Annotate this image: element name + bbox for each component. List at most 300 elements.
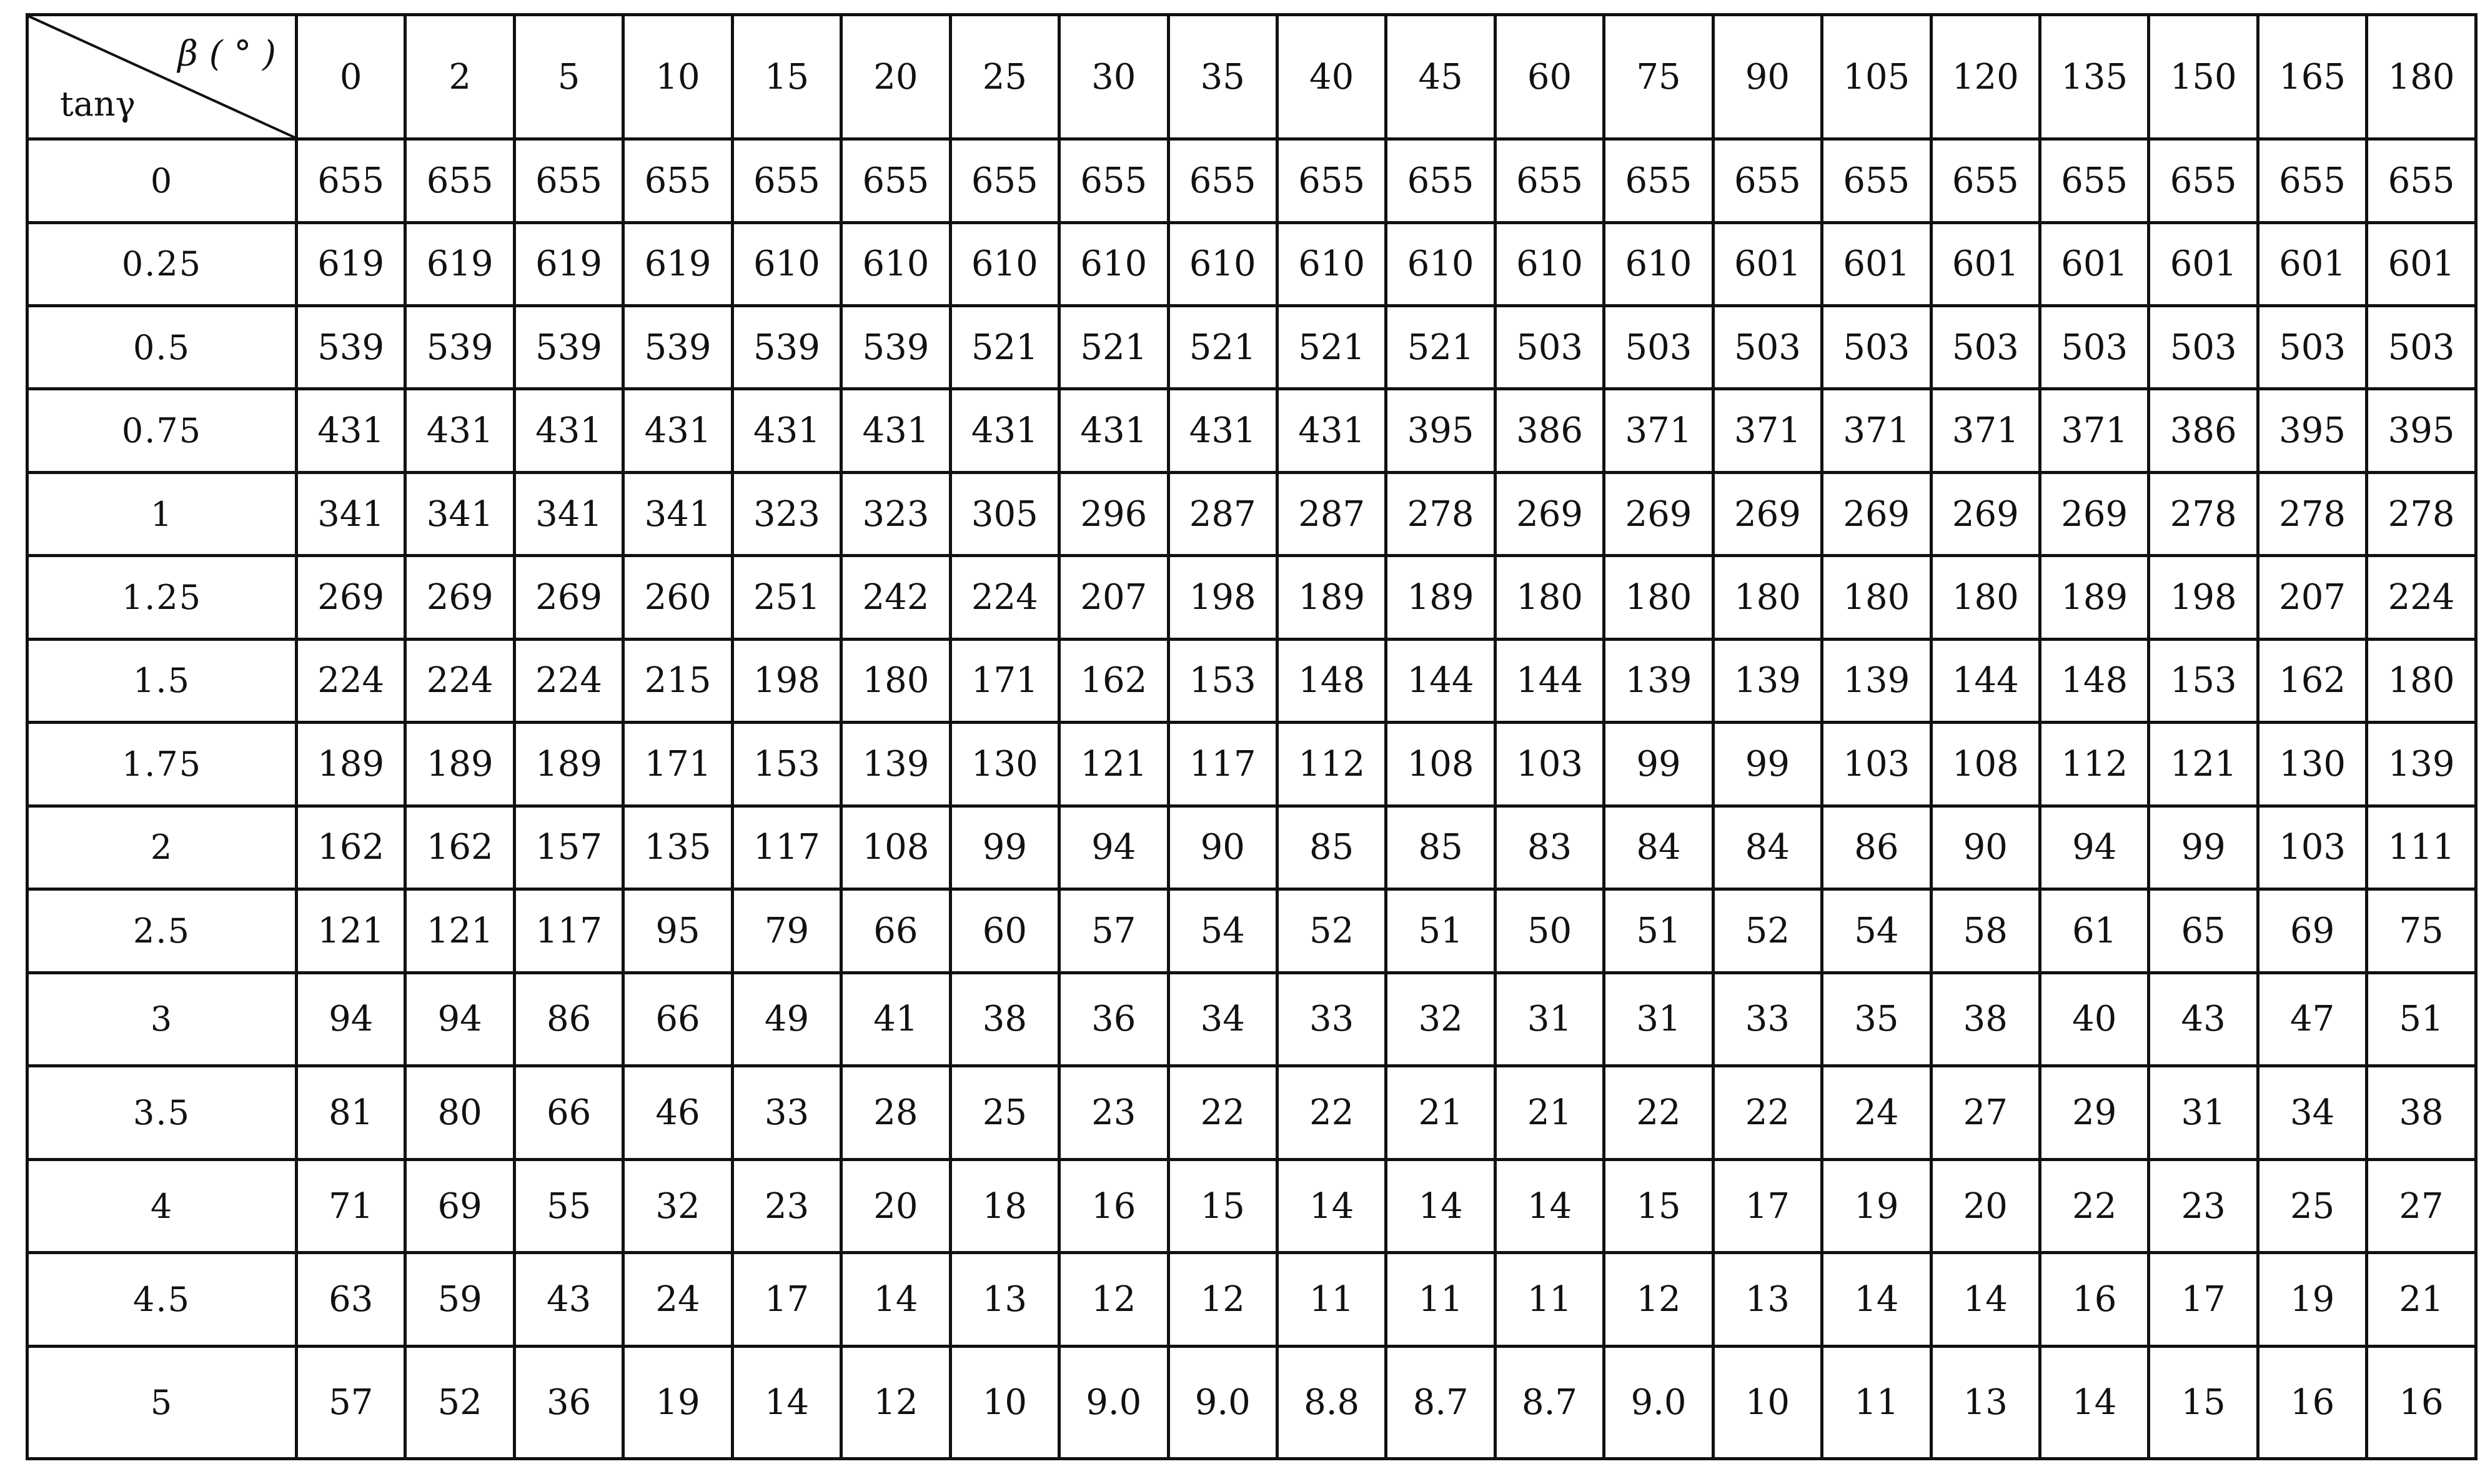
table-cell: 269 (1713, 472, 1822, 555)
table-cell: 33 (1713, 972, 1822, 1066)
table-cell: 153 (1168, 639, 1277, 722)
table-cell: 43 (514, 1253, 623, 1347)
table-cell: 139 (2367, 723, 2476, 806)
table-cell: 287 (1168, 472, 1277, 555)
table-cell: 9.0 (1604, 1346, 1713, 1458)
table-cell: 12 (841, 1346, 950, 1458)
table-cell: 601 (2367, 222, 2476, 305)
table-cell: 144 (1495, 639, 1604, 722)
table-cell: 341 (297, 472, 405, 555)
table-cell: 144 (1931, 639, 2040, 722)
tan-gamma-row-header: 5 (27, 1346, 297, 1458)
table-row (27, 889, 2476, 972)
table-cell: 38 (950, 972, 1059, 1066)
table-cell: 655 (514, 139, 623, 222)
tan-gamma-row-header: 0.5 (27, 306, 297, 389)
table-cell: 655 (2258, 139, 2366, 222)
table-cell: 27 (1931, 1066, 2040, 1160)
table-cell: 14 (1495, 1159, 1604, 1253)
beta-header-cell: 135 (2040, 15, 2149, 139)
table-cell: 51 (2367, 972, 2476, 1066)
table-cell: 610 (1604, 222, 1713, 305)
tan-gamma-row-header: 3 (27, 972, 297, 1066)
header-row (27, 15, 2476, 139)
tan-gamma-row-header: 1.5 (27, 639, 297, 722)
table-cell: 10 (950, 1346, 1059, 1458)
table-cell: 71 (297, 1159, 405, 1253)
table-cell: 162 (2258, 639, 2366, 722)
table-cell: 148 (2040, 639, 2149, 722)
table-cell: 189 (1277, 556, 1386, 639)
table-cell: 189 (1386, 556, 1495, 639)
table-cell: 9.0 (1168, 1346, 1277, 1458)
table-cell: 655 (1713, 139, 1822, 222)
table-cell: 21 (1386, 1066, 1495, 1160)
table-cell: 224 (950, 556, 1059, 639)
table-cell: 35 (1822, 972, 1931, 1066)
table-cell: 395 (1386, 389, 1495, 472)
table-cell: 20 (1931, 1159, 2040, 1253)
table-cell: 103 (2258, 806, 2366, 889)
table-cell: 22 (1168, 1066, 1277, 1160)
tan-gamma-row-header: 1 (27, 472, 297, 555)
table-cell: 386 (1495, 389, 1604, 472)
table-cell: 11 (1277, 1253, 1386, 1347)
table-row (27, 1066, 2476, 1160)
table-cell: 269 (1495, 472, 1604, 555)
table-cell: 14 (1822, 1253, 1931, 1347)
table-cell: 610 (1495, 222, 1604, 305)
table-cell: 54 (1822, 889, 1931, 972)
table-cell: 99 (2149, 806, 2258, 889)
table-row (27, 389, 2476, 472)
table-cell: 27 (2367, 1159, 2476, 1253)
table-cell: 52 (405, 1346, 514, 1458)
table-row (27, 306, 2476, 389)
table-cell: 139 (1822, 639, 1931, 722)
table-cell: 180 (1822, 556, 1931, 639)
table-cell: 23 (1059, 1066, 1168, 1160)
beta-header-cell: 75 (1604, 15, 1713, 139)
table-row (27, 556, 2476, 639)
table-cell: 655 (2040, 139, 2149, 222)
table-cell: 108 (841, 806, 950, 889)
table-cell: 395 (2258, 389, 2366, 472)
table-cell: 16 (2367, 1346, 2476, 1458)
table-cell: 18 (950, 1159, 1059, 1253)
table-cell: 52 (1713, 889, 1822, 972)
table-cell: 269 (1822, 472, 1931, 555)
table-cell: 296 (1059, 472, 1168, 555)
table-cell: 69 (405, 1159, 514, 1253)
beta-header-cell: 105 (1822, 15, 1931, 139)
table-cell: 117 (1168, 723, 1277, 806)
table-cell: 22 (1713, 1066, 1822, 1160)
table-cell: 12 (1168, 1253, 1277, 1347)
table-cell: 23 (732, 1159, 841, 1253)
beta-header-cell: 40 (1277, 15, 1386, 139)
table-cell: 32 (623, 1159, 732, 1253)
table-cell: 43 (2149, 972, 2258, 1066)
table-cell: 189 (297, 723, 405, 806)
table-cell: 139 (1713, 639, 1822, 722)
tan-gamma-row-header: 3.5 (27, 1066, 297, 1160)
table-cell: 63 (297, 1253, 405, 1347)
beta-header-cell: 45 (1386, 15, 1495, 139)
table-cell: 655 (732, 139, 841, 222)
beta-header-cell: 150 (2149, 15, 2258, 139)
table-cell: 33 (1277, 972, 1386, 1066)
table-cell: 655 (1604, 139, 1713, 222)
tan-gamma-row-header: 0 (27, 139, 297, 222)
tan-gamma-axis-label: tanγ (60, 84, 136, 124)
table-cell: 655 (1386, 139, 1495, 222)
data-table-container (26, 13, 2474, 1460)
table-cell: 619 (623, 222, 732, 305)
table-cell: 341 (405, 472, 514, 555)
table-cell: 431 (1168, 389, 1277, 472)
table-cell: 24 (623, 1253, 732, 1347)
table-cell: 269 (2040, 472, 2149, 555)
table-cell: 80 (405, 1066, 514, 1160)
table-cell: 25 (950, 1066, 1059, 1160)
table-cell: 601 (1713, 222, 1822, 305)
table-cell: 61 (2040, 889, 2149, 972)
table-cell: 539 (732, 306, 841, 389)
table-cell: 242 (841, 556, 950, 639)
table-cell: 13 (1931, 1346, 2040, 1458)
table-cell: 503 (1822, 306, 1931, 389)
table-cell: 655 (405, 139, 514, 222)
table-cell: 521 (950, 306, 1059, 389)
table-cell: 180 (1931, 556, 2040, 639)
table-cell: 15 (2149, 1346, 2258, 1458)
table-cell: 46 (623, 1066, 732, 1160)
table-cell: 171 (950, 639, 1059, 722)
table-cell: 610 (1168, 222, 1277, 305)
table-cell: 90 (1931, 806, 2040, 889)
table-cell: 655 (623, 139, 732, 222)
table-cell: 121 (297, 889, 405, 972)
table-cell: 13 (1713, 1253, 1822, 1347)
table-cell: 86 (1822, 806, 1931, 889)
table-cell: 521 (1277, 306, 1386, 389)
table-cell: 65 (2149, 889, 2258, 972)
table-cell: 14 (1386, 1159, 1495, 1253)
beta-header-cell: 5 (514, 15, 623, 139)
beta-header-cell: 15 (732, 15, 841, 139)
table-cell: 655 (1931, 139, 2040, 222)
table-cell: 94 (405, 972, 514, 1066)
table-cell: 503 (1604, 306, 1713, 389)
table-cell: 180 (2367, 639, 2476, 722)
table-cell: 539 (405, 306, 514, 389)
table-cell: 539 (514, 306, 623, 389)
table-cell: 21 (2367, 1253, 2476, 1347)
table-row (27, 139, 2476, 222)
table-cell: 503 (1931, 306, 2040, 389)
table-cell: 287 (1277, 472, 1386, 555)
table-cell: 323 (732, 472, 841, 555)
table-cell: 99 (1604, 723, 1713, 806)
beta-header-cell: 120 (1931, 15, 2040, 139)
beta-header-cell: 180 (2367, 15, 2476, 139)
table-cell: 108 (1386, 723, 1495, 806)
table-cell: 121 (405, 889, 514, 972)
table-cell: 431 (1059, 389, 1168, 472)
coefficient-table (26, 13, 2478, 1460)
table-cell: 41 (841, 972, 950, 1066)
table-cell: 66 (623, 972, 732, 1066)
table-cell: 57 (1059, 889, 1168, 972)
table-cell: 180 (841, 639, 950, 722)
table-cell: 8.8 (1277, 1346, 1386, 1458)
table-cell: 112 (1277, 723, 1386, 806)
table-cell: 431 (297, 389, 405, 472)
table-cell: 655 (1059, 139, 1168, 222)
table-cell: 14 (1931, 1253, 2040, 1347)
table-cell: 503 (2258, 306, 2366, 389)
table-cell: 8.7 (1495, 1346, 1604, 1458)
table-cell: 21 (1495, 1066, 1604, 1160)
table-cell: 108 (1931, 723, 2040, 806)
table-cell: 14 (732, 1346, 841, 1458)
table-cell: 22 (2040, 1159, 2149, 1253)
table-cell: 224 (297, 639, 405, 722)
table-cell: 13 (950, 1253, 1059, 1347)
table-cell: 31 (1495, 972, 1604, 1066)
beta-header-cell: 10 (623, 15, 732, 139)
table-cell: 99 (1713, 723, 1822, 806)
table-cell: 153 (732, 723, 841, 806)
table-cell: 269 (514, 556, 623, 639)
table-cell: 135 (623, 806, 732, 889)
table-row (27, 806, 2476, 889)
table-cell: 69 (2258, 889, 2366, 972)
table-cell: 431 (732, 389, 841, 472)
table-cell: 84 (1713, 806, 1822, 889)
table-cell: 207 (2258, 556, 2366, 639)
table-cell: 655 (1495, 139, 1604, 222)
table-cell: 38 (1931, 972, 2040, 1066)
table-cell: 94 (1059, 806, 1168, 889)
table-cell: 610 (732, 222, 841, 305)
tan-gamma-row-header: 2.5 (27, 889, 297, 972)
table-cell: 59 (405, 1253, 514, 1347)
table-row (27, 972, 2476, 1066)
table-cell: 431 (841, 389, 950, 472)
table-cell: 601 (1931, 222, 2040, 305)
table-cell: 103 (1822, 723, 1931, 806)
table-cell: 14 (2040, 1346, 2149, 1458)
beta-header-cell: 90 (1713, 15, 1822, 139)
table-cell: 431 (950, 389, 1059, 472)
table-cell: 75 (2367, 889, 2476, 972)
table-cell: 38 (2367, 1066, 2476, 1160)
table-cell: 171 (623, 723, 732, 806)
table-cell: 371 (1822, 389, 1931, 472)
table-cell: 17 (1713, 1159, 1822, 1253)
table-cell: 19 (1822, 1159, 1931, 1253)
table-cell: 19 (2258, 1253, 2366, 1347)
table-cell: 99 (950, 806, 1059, 889)
table-cell: 16 (1059, 1159, 1168, 1253)
table-cell: 32 (1386, 972, 1495, 1066)
table-cell: 86 (514, 972, 623, 1066)
table-cell: 207 (1059, 556, 1168, 639)
table-cell: 52 (1277, 889, 1386, 972)
table-cell: 431 (1277, 389, 1386, 472)
table-cell: 386 (2149, 389, 2258, 472)
table-row (27, 472, 2476, 555)
table-cell: 610 (950, 222, 1059, 305)
table-cell: 85 (1277, 806, 1386, 889)
tan-gamma-row-header: 0.25 (27, 222, 297, 305)
table-cell: 162 (297, 806, 405, 889)
table-cell: 198 (2149, 556, 2258, 639)
table-cell: 51 (1604, 889, 1713, 972)
table-cell: 19 (623, 1346, 732, 1458)
table-cell: 34 (2258, 1066, 2366, 1160)
table-cell: 66 (514, 1066, 623, 1160)
table-cell: 83 (1495, 806, 1604, 889)
table-cell: 17 (732, 1253, 841, 1347)
table-cell: 34 (1168, 972, 1277, 1066)
table-cell: 189 (405, 723, 514, 806)
table-cell: 148 (1277, 639, 1386, 722)
table-cell: 371 (1931, 389, 2040, 472)
table-cell: 14 (1277, 1159, 1386, 1253)
table-cell: 20 (841, 1159, 950, 1253)
table-cell: 431 (405, 389, 514, 472)
tan-gamma-row-header: 4.5 (27, 1253, 297, 1347)
table-cell: 610 (1277, 222, 1386, 305)
table-cell: 601 (2149, 222, 2258, 305)
table-cell: 22 (1604, 1066, 1713, 1160)
table-cell: 610 (1059, 222, 1168, 305)
table-cell: 94 (297, 972, 405, 1066)
table-cell: 655 (297, 139, 405, 222)
table-cell: 24 (1822, 1066, 1931, 1160)
beta-header-cell: 30 (1059, 15, 1168, 139)
table-cell: 79 (732, 889, 841, 972)
table-cell: 655 (1822, 139, 1931, 222)
beta-header-cell: 20 (841, 15, 950, 139)
table-cell: 503 (2367, 306, 2476, 389)
table-cell: 25 (2258, 1159, 2366, 1253)
table-cell: 29 (2040, 1066, 2149, 1160)
table-cell: 224 (405, 639, 514, 722)
table-cell: 395 (2367, 389, 2476, 472)
tan-gamma-row-header: 4 (27, 1159, 297, 1253)
table-cell: 269 (405, 556, 514, 639)
table-cell: 260 (623, 556, 732, 639)
table-cell: 198 (1168, 556, 1277, 639)
table-cell: 251 (732, 556, 841, 639)
table-cell: 503 (2149, 306, 2258, 389)
table-row (27, 1346, 2476, 1458)
table-cell: 619 (297, 222, 405, 305)
table-cell: 521 (1059, 306, 1168, 389)
table-cell: 278 (2258, 472, 2366, 555)
table-cell: 619 (514, 222, 623, 305)
table-cell: 10 (1713, 1346, 1822, 1458)
table-cell: 278 (1386, 472, 1495, 555)
table-cell: 610 (1386, 222, 1495, 305)
table-cell: 610 (841, 222, 950, 305)
table-cell: 8.7 (1386, 1346, 1495, 1458)
table-cell: 215 (623, 639, 732, 722)
table-cell: 40 (2040, 972, 2149, 1066)
table-cell: 139 (1604, 639, 1713, 722)
tan-gamma-row-header: 2 (27, 806, 297, 889)
table-cell: 189 (2040, 556, 2149, 639)
table-cell: 31 (2149, 1066, 2258, 1160)
table-cell: 269 (1604, 472, 1713, 555)
table-cell: 162 (405, 806, 514, 889)
tan-gamma-row-header: 0.75 (27, 389, 297, 472)
table-cell: 655 (950, 139, 1059, 222)
table-row (27, 1159, 2476, 1253)
table-cell: 47 (2258, 972, 2366, 1066)
table-cell: 15 (1604, 1159, 1713, 1253)
table-cell: 341 (514, 472, 623, 555)
table-cell: 9.0 (1059, 1346, 1168, 1458)
table-cell: 305 (950, 472, 1059, 555)
table-row (27, 723, 2476, 806)
table-cell: 103 (1495, 723, 1604, 806)
table-cell: 539 (623, 306, 732, 389)
table-cell: 601 (2040, 222, 2149, 305)
table-cell: 15 (1168, 1159, 1277, 1253)
table-cell: 371 (1713, 389, 1822, 472)
table-cell: 341 (623, 472, 732, 555)
beta-header-cell: 35 (1168, 15, 1277, 139)
table-cell: 601 (1822, 222, 1931, 305)
table-row (27, 1253, 2476, 1347)
table-cell: 17 (2149, 1253, 2258, 1347)
table-cell: 655 (1277, 139, 1386, 222)
table-cell: 503 (1713, 306, 1822, 389)
table-cell: 371 (1604, 389, 1713, 472)
tan-gamma-row-header: 1.25 (27, 556, 297, 639)
table-cell: 11 (1495, 1253, 1604, 1347)
beta-header-cell: 165 (2258, 15, 2366, 139)
table-cell: 601 (2258, 222, 2366, 305)
table-cell: 54 (1168, 889, 1277, 972)
table-cell: 153 (2149, 639, 2258, 722)
table-cell: 521 (1386, 306, 1495, 389)
table-cell: 112 (2040, 723, 2149, 806)
table-cell: 84 (1604, 806, 1713, 889)
table-cell: 66 (841, 889, 950, 972)
table-cell: 11 (1822, 1346, 1931, 1458)
table-cell: 144 (1386, 639, 1495, 722)
table-cell: 655 (2367, 139, 2476, 222)
beta-axis-label: β ( ° ) (177, 34, 276, 74)
table-cell: 22 (1277, 1066, 1386, 1160)
table-cell: 655 (2149, 139, 2258, 222)
table-cell: 224 (2367, 556, 2476, 639)
table-cell: 539 (841, 306, 950, 389)
table-cell: 12 (1604, 1253, 1713, 1347)
table-cell: 278 (2149, 472, 2258, 555)
table-cell: 431 (514, 389, 623, 472)
table-cell: 50 (1495, 889, 1604, 972)
table-cell: 117 (732, 806, 841, 889)
table-cell: 31 (1604, 972, 1713, 1066)
table-cell: 60 (950, 889, 1059, 972)
